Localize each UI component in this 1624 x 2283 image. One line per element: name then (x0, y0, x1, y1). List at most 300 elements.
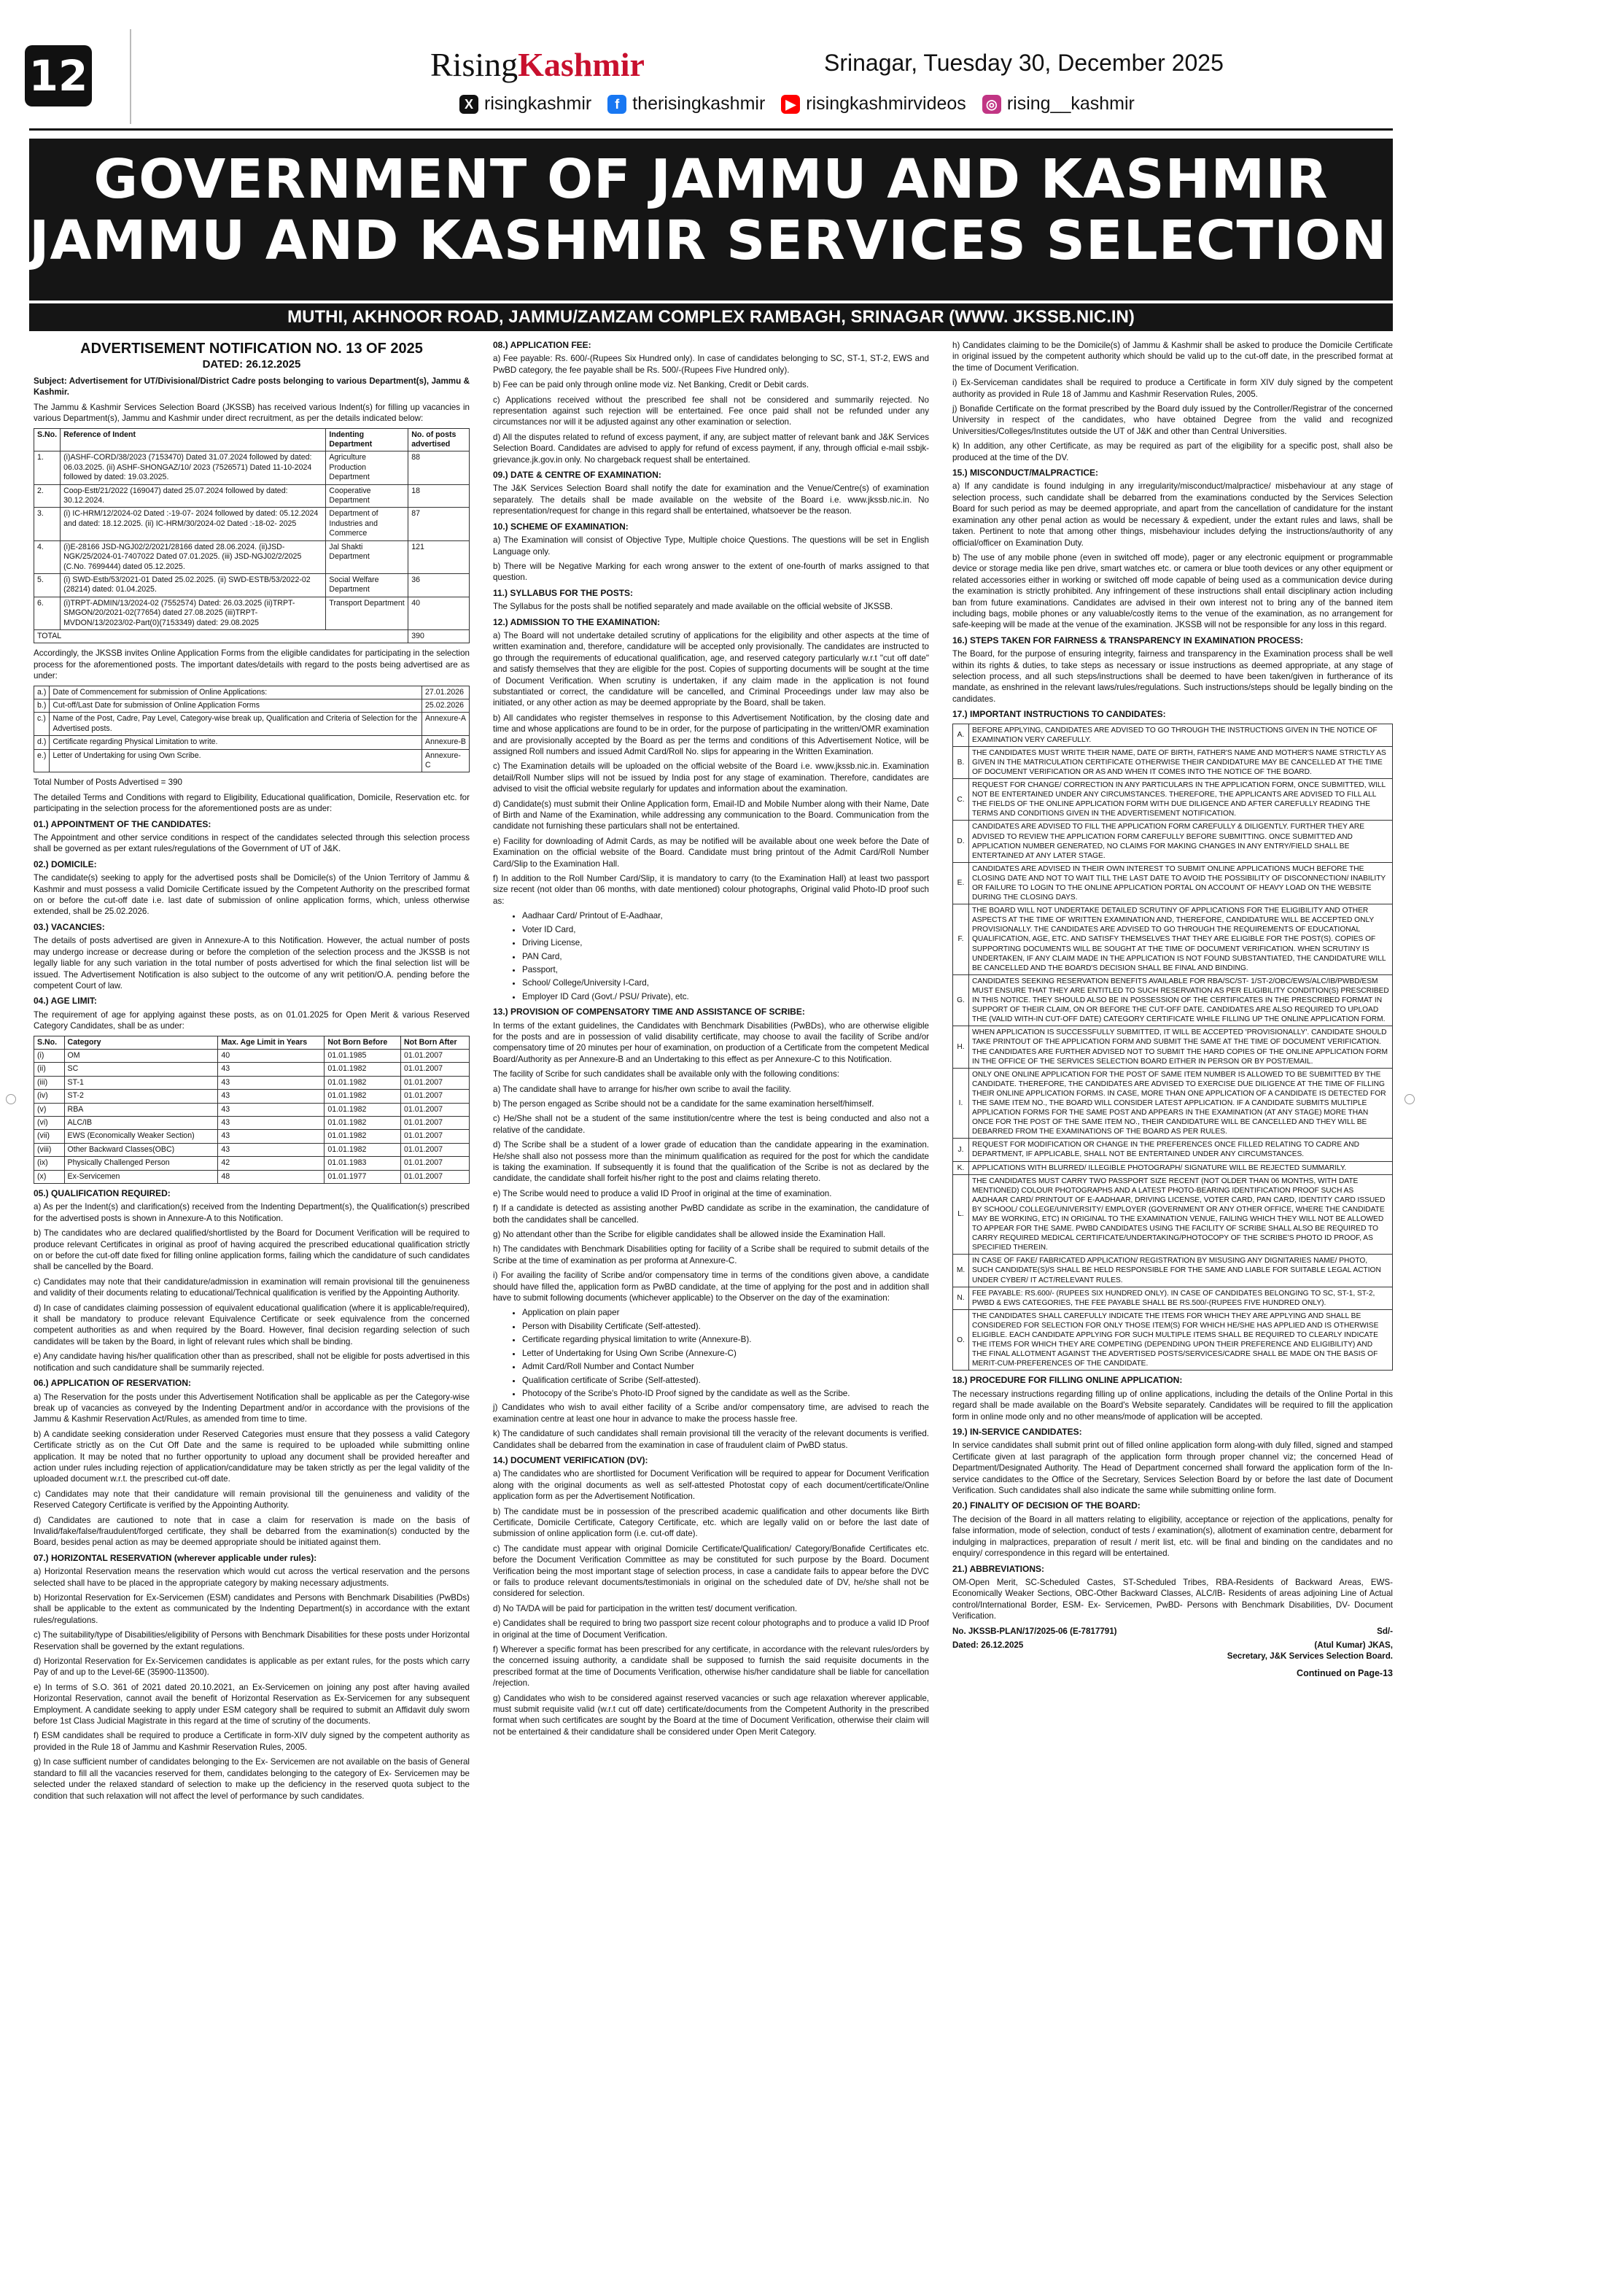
dates-table (34, 686, 470, 773)
section-heading: 06.) APPLICATION OF RESERVATION: (34, 1378, 192, 1389)
paragraph: k) In addition, any other Certificate, as may be required as part of the eligibility for a specific post, shall also be produced at the time of the DV. (952, 441, 1393, 462)
table-cell: (x) (34, 1170, 65, 1183)
paragraph: b) The use of any mobile phone (even in switched off mode), pager or any electronic equipment or programmable device or storage media like pen drive, smart watches etc. or camera or blue tooth devices or any other equipment or related accessories either in working or switched off mode capable of being used as a communication device during the examination is strictly prohibited. Any infringement of these instructions shall entail disciplinary action including ban from future examinations. Candidates are advised in their own interest not to bring any of the banned item including bags, mobile phones or any valuable/costly items to the venue of the examination, as no arrangement for safe-keeping will be made at the venue of the examination. JKSSB will not be responsible for any loss in this regard. (952, 552, 1393, 630)
table-row (34, 597, 470, 629)
id-proof-list (522, 910, 929, 1002)
list-item: • Photocopy of the Scribe's Photo-ID Proof signed by the candidate as well as the Scribe. (522, 1388, 929, 1399)
table-row (34, 508, 470, 540)
instruction-row (953, 1026, 1393, 1068)
paragraph: c) He/She shall not be a student of the same institution/centre where the test is being conducted and also not a relative of the candidate. (493, 1114, 929, 1135)
social-link (607, 93, 765, 115)
paragraph: b) Fee can be paid only through online mode viz. Net Banking, Credit or Debit cards. (493, 380, 809, 390)
table-cell: (ix) (34, 1157, 65, 1170)
table-cell: c.) (34, 713, 50, 736)
paragraph: c) The Examination details will be uploaded on the official website of the Board i.e. www.jkssb.nic.in. Examination detail/Roll Number slips will not be issued by India post for any stage of examination. Therefore, candidates are advised to visit the official website regularly for updates and information about the examination. (493, 761, 929, 794)
table-cell: 01.01.2007 (401, 1157, 470, 1170)
table-cell: (v) (34, 1103, 65, 1116)
paragraph: a) The Reservation for the posts under this Advertisement Notification shall be applicable as per the Category-wise break up of vacancies as conveyed by the Indenting Department and/or in accordance with the provisions of the Jammu & Kashmir Reservation Act/Rules, as amended from time to time. (34, 1392, 470, 1425)
paragraph: d) Horizontal Reservation for Ex-Servicemen candidates is applicable as per extant rules, for the posts which carry Pay of and up to the Level-6E (35900-113500). (34, 1656, 470, 1678)
list-item: • Application on plain paper (522, 1307, 929, 1318)
table-row (34, 540, 470, 573)
table-cell: a.) (34, 686, 50, 699)
age-limit-table (34, 1036, 470, 1184)
column-1 (34, 340, 470, 1805)
table-cell: Department of Industries and Commerce (326, 508, 408, 540)
table-cell: (vi) (34, 1116, 65, 1129)
instruction-letter: D. (953, 821, 969, 862)
table-cell: (iii) (34, 1076, 65, 1089)
instruction-row (953, 724, 1393, 746)
table-cell: 43 (218, 1116, 325, 1129)
table-row (34, 713, 470, 736)
instructions-table (952, 724, 1393, 1371)
table-cell: 87 (408, 508, 470, 540)
paragraph: OM-Open Merit, SC-Scheduled Castes, ST-Scheduled Tribes, RBA-Residents of Backward Areas, EWS-Economically Weaker Sections, OBC-Other Backward Classes, ALC/IB- Residents of areas adjoining Line of Actual control/International Border, ESM- Ex- Servicemen, PwBD- Persons with Benchmark Disabilities, DV- Document Verification. (952, 1577, 1393, 1621)
paragraph: The Syllabus for the posts shall be notified separately and made available on the official website of JKSSB. (493, 602, 893, 612)
table-cell: (i)E-28166 JSD-NGJ02/2/2021/28166 dated 28.06.2024. (ii)JSD-NGK/25/2024-01-7407022 Dated 07.01.2025. (iii) JSD-NGJ02/2/2025 (C.No. 7699444) dated 05.12.2025. (61, 540, 326, 573)
instruction-text: REQUEST FOR CHANGE/ CORRECTION IN ANY PARTICULARS IN THE APPLICATION FORM, ONCE SUBMITTED, WILL NOT BE ENTERTAINED UNDER ANY CIRCUMSTANCES. THEREFORE, THE APPLICANTS ARE ADVISED TO FILL ALL THE FIELDS OF THE ONLINE APPLICATION FORM WITH DUE DILIGENCE AND AFTER CAREFULLY READING THE TERMS AND CONDITIONS GIVEN IN THE ADVERTISEMENT NOTIFICATION. (969, 779, 1393, 821)
table-cell: d.) (34, 736, 50, 749)
table-cell: 01.01.2007 (401, 1063, 470, 1076)
table-cell: 01.01.2007 (401, 1170, 470, 1183)
table-cell: 01.01.1983 (325, 1157, 401, 1170)
table-cell: (viii) (34, 1143, 65, 1156)
table-cell: 01.01.1982 (325, 1103, 401, 1116)
instruction-letter: J. (953, 1139, 969, 1161)
column-header: S.No. (34, 1036, 65, 1049)
section-heading: 05.) QUALIFICATION REQUIRED: (34, 1188, 171, 1198)
instruction-text: THE CANDIDATES SHALL CAREFULLY INDICATE THE ITEMS FOR WHICH THEY ARE APPLYING AND SHALL BE CONSIDERED FOR SELECTION FOR ONLY THOSE ITEM(S) FOR WHICH HE/SHE HAS APPLIED AND IS OTHERWISE ELIGIBLE. EACH CANDIDATE APPLYING FOR SUCH MULTIPLE ITEMS SHALL BE REQUIRED TO CLEARLY INDICATE THE ITEMS FOR WHICH THEY ARE COMPETING (DEPENDING UPON THEIR PREFERENCE AND ELIGIBILITY) AND THE FINAL ALLOTMENT AGAINST THE ADVERTISED POSTS/SERVICES/CADRE SHALL BE MADE ON THE BASIS OF MERIT-CUM-PREFERENCES OF THE CANDIDATE. (969, 1309, 1393, 1371)
paragraph: f) If a candidate is detected as assisting another PwBD candidate as scribe in the examination, the candidature of both the candidates shall be cancelled. (493, 1203, 929, 1225)
instruction-letter: N. (953, 1287, 969, 1309)
table-cell: Cut-off/Last Date for submission of Online Application Forms (50, 699, 422, 712)
table-cell: ST-2 (64, 1090, 218, 1103)
signer-designation: Secretary, J&K Services Selection Board. (1227, 1651, 1393, 1662)
table-cell: (iv) (34, 1090, 65, 1103)
section-heading: 02.) DOMICILE: (34, 858, 97, 869)
paragraph: e) The Scribe would need to produce a valid ID Proof in original at the time of examination. (493, 1188, 832, 1198)
table-cell: 01.01.2007 (401, 1143, 470, 1156)
column-2 (493, 340, 929, 1741)
table-cell: 48 (218, 1170, 325, 1183)
social-handle: risingkashmir (484, 93, 592, 114)
table-cell: (i)TRPT-ADMIN/13/2024-02 (7552574) Dated: 26.03.2025 (ii)TRPT-SMGON/20/2021-02(77654) dated 27.08.2025 (iii)TRPT-MVDON/13/2023/02-Part(0)(7153349) dated: 29.08.2025 (61, 597, 326, 629)
table-cell: 01.01.1982 (325, 1076, 401, 1089)
table-cell: Annexure-A (422, 713, 470, 736)
instruction-row (953, 1068, 1393, 1139)
table-row (34, 1130, 470, 1143)
paragraph: d) Candidate(s) must submit their Online Application form, Email-ID and Mobile Number along with their Name, Date of Birth and Name of the Examination, while addressing any communication to the Board. Communication from the candidate not furnishing these particulars shall not be entertained. (493, 799, 929, 832)
section-heading: 10.) SCHEME OF EXAMINATION: (493, 521, 629, 532)
table-cell: Certificate regarding Physical Limitation to write. (50, 736, 422, 749)
table-cell: 01.01.2007 (401, 1049, 470, 1062)
table-cell: b.) (34, 699, 50, 712)
paragraph: a) If any candidate is found indulging in any irregularity/misconduct/malpractice/ misbehaviour at any stage of selection process, such candidate shall be debarred from the examinations conducted by the Services Selection Board for such period as may be deemed appropriate, and apart from the cancellation of candidature for the instant examination any other penal action as would be necessary & expedient, under the extant rules and laws, shall be taken. Pertinent to note that among other things, misbehaviour includes defying the instructions/authority of any official/officer on Examination Duty. (952, 481, 1393, 548)
instruction-letter: G. (953, 974, 969, 1026)
table-cell: 18 (408, 484, 470, 508)
social-link (982, 93, 1135, 115)
x-icon: X (459, 95, 478, 114)
table-header (34, 1036, 470, 1049)
section-heading: 01.) APPOINTMENT OF THE CANDIDATES: (34, 818, 211, 829)
signature-date: Dated: 26.12.2025 (952, 1640, 1024, 1650)
table-cell: 2. (34, 484, 61, 508)
advertisement-banner (29, 139, 1624, 301)
table-row (34, 1063, 470, 1076)
table-cell: RBA (64, 1103, 218, 1116)
section-heading: 18.) PROCEDURE FOR FILLING ONLINE APPLICATION: (952, 1375, 1183, 1386)
table-cell: 43 (218, 1130, 325, 1143)
paragraph: The details of posts advertised are given in Annexure-A to this Notification. However, the actual number of posts may undergo increase or decrease during or before the completion of the selection process and the JKSSB is not legally liable for any such variation in the total number of posts advertised for which the final selection list will be issued. The Advertisement Notification is also subject to the outcome of any writ petition/O.A. pending before the competent Court of law. (34, 936, 470, 991)
table-cell: 42 (218, 1157, 325, 1170)
paragraph: In terms of the extant guidelines, the Candidates with Benchmark Disabilities (PwBDs), who are otherwise eligible for the posts and are in possession of valid disability certificate, may choose to avail the facility of Scribe and/or compensatory time of 20 minutes per hour of examination, on production of a Certificate from the competent Medical Board/Authority as per Annexure-B and an Undertaking to this effect as per Annexure-C to this Notification. (493, 1020, 929, 1064)
table-cell: Coop-Estt/21/2022 (169047) dated 25.07.2024 followed by dated: 30.12.2024. (61, 484, 326, 508)
table-cell: SC (64, 1063, 218, 1076)
registration-mark-icon (1405, 1094, 1415, 1104)
table-cell: Agriculture Production Department (326, 451, 408, 484)
list-item: • Admit Card/Roll Number and Contact Number (522, 1361, 929, 1372)
banner-title-line2: JAMMU AND KASHMIR SERVICES SELECTION BOARD (29, 209, 1624, 272)
social-link (781, 93, 966, 115)
table-cell: EWS (Economically Weaker Section) (64, 1130, 218, 1143)
table-cell: (ii) (34, 1063, 65, 1076)
social-links (459, 93, 1135, 115)
table-cell: 01.01.1982 (325, 1143, 401, 1156)
table-cell: 43 (218, 1076, 325, 1089)
divider (130, 29, 131, 124)
table-row (34, 1076, 470, 1089)
column-header: Category (64, 1036, 218, 1049)
section-heading: 21.) ABBREVIATIONS: (952, 1563, 1045, 1574)
table-cell: (i) (34, 1049, 65, 1062)
list-item: • Letter of Undertaking for Using Own Scribe (Annexure-C) (522, 1348, 929, 1359)
banner-address: MUTHI, AKHNOOR ROAD, JAMMU/ZAMZAM COMPLEX RAMBAGH, SRINAGAR (WWW. JKSSB.NIC.IN) (29, 303, 1393, 331)
paragraph: i) For availing the facility of Scribe and/or compensatory time in terms of the conditions given above, a candidate should have filled the, application form as PwBD candidate, at the time of applying for the post and in addition shall have to submit following documents (whichever applicable) to the Observer on the day of the examination: (493, 1271, 929, 1303)
divider (29, 128, 1393, 131)
section-heading: 09.) DATE & CENTRE OF EXAMINATION: (493, 470, 661, 481)
paragraph: The Board, for the purpose of ensuring integrity, fairness and transparency in the Examination process shall be well within its rights & duties, to take steps as necessary or issue instructions as deemed appropriate, at any stage of selection process, and all such steps/instructions shall be deemed to have been taken/given in furtherance of its mandate, as enshrined in the relevant laws/rules/regulations. Such instructions/steps should be legally binding on the candidates. (952, 649, 1393, 704)
list-item: • Aadhaar Card/ Printout of E-Aadhaar, (522, 910, 929, 921)
intro-paragraph: The Jammu & Kashmir Services Selection Board (JKSSB) has received various Indent(s) for filling up vacancies in various Department(s), Jammu and Kashmir under direct recruitment, as per the details indicated below: (34, 402, 470, 424)
paragraph: d) In case of candidates claiming possession of equivalent educational qualification (where it is applicable/required), it shall be mandatory to produce relevant Equivalence Certificate or seek equivalence from the concerned competent authorities as and when required by the Board. However, final decision regarding selection of such candidates will be taken by the Board, in light of relevant rules which shall be binding. (34, 1303, 470, 1346)
table-cell: 3. (34, 508, 61, 540)
banner-title-line1: GOVERNMENT OF JAMMU AND KASHMIR (93, 148, 1329, 211)
table-row (34, 1157, 470, 1170)
instruction-letter: I. (953, 1068, 969, 1139)
instruction-row (953, 779, 1393, 821)
instruction-text: THE CANDIDATES MUST WRITE THEIR NAME, DATE OF BIRTH, FATHER'S NAME AND MOTHER'S NAME STRICTLY AS GIVEN IN THE MATRICULATION CERTIFICATE OTHERWISE THEIR CANDIDATURE MAY BE CANCELLED AT THE TIME OF DOCUMENT VERIFICATION OR AS AND WHEN IT COMES INTO THE NOTICE OF THE BOARD. (969, 746, 1393, 778)
table-row (34, 451, 470, 484)
instruction-text: IN CASE OF FAKE/ FABRICATED APPLICATION/ REGISTRATION BY MISUSING ANY DIGNITARIES NAME/ PHOTO, SUCH CANDIDATE(S)/S SHALL BE HELD RESPONSIBLE FOR THE SAME AND LIABLE FOR SUITABLE LEGAL ACTION UNDER CYBER/ IT ACT/RELEVANT RULES. (969, 1255, 1393, 1287)
paragraph: i) Ex-Serviceman candidates shall be required to produce a Certificate in form XIV duly signed by the competent authority as provided in Rule 18 of Jammu and Kashmir Reservation Rules, 2005. (952, 378, 1393, 399)
instruction-row (953, 1139, 1393, 1161)
instruction-row (953, 904, 1393, 975)
table-cell: Cooperative Department (326, 484, 408, 508)
section-heading: 14.) DOCUMENT VERIFICATION (DV): (493, 1454, 648, 1465)
section-heading: 12.) ADMISSION TO THE EXAMINATION: (493, 616, 661, 627)
paragraph: e) Any candidate having his/her qualification other than as prescribed, shall not be eligible for posts advertised in this notification and such candidature shall be summarily rejected. (34, 1352, 470, 1373)
dateline: Srinagar, Tuesday 30, December 2025 (824, 50, 1224, 76)
table-cell: Jal Shakti Department (326, 540, 408, 573)
table-row (34, 1103, 470, 1116)
table-cell: 5. (34, 573, 61, 597)
table-cell: ST-1 (64, 1076, 218, 1089)
instruction-letter: C. (953, 779, 969, 821)
total-posts: Total Number of Posts Advertised = 390 (34, 778, 182, 788)
table-cell: 4. (34, 540, 61, 573)
facebook-icon: f (607, 95, 626, 114)
table-row (34, 1143, 470, 1156)
paragraph: c) Candidates may note that their candidature will remain provisional till the genuineness and validity of the Reserved Category Certificate is verified by the Appointing Authority. (34, 1489, 470, 1511)
paragraph: c) The candidate must appear with original Domicile Certificate/Qualification/ Category/Bonafide Certificates etc. before the Document Verification Committee as may be constituted for such purpose by the Board. Document Verification being the most important stage of selection process, in case a candidate fails to appear before the DVC or fails to produce relevant documents/testimonials in original on the scheduled date of DV, he/she shall not be considered for selection. (493, 1543, 929, 1599)
table-row (34, 1116, 470, 1129)
section-heading: 13.) PROVISION OF COMPENSATORY TIME AND ASSISTANCE OF SCRIBE: (493, 1007, 805, 1018)
instruction-text: THE CANDIDATES MUST CARRY TWO PASSPORT SIZE RECENT (NOT OLDER THAN 06 MONTHS, WITH DATE MENTIONED) COLOUR PHOTOGRAPHS AND A LATEST PHOTO-BEARING IDENTIFICATION PROOF SUCH AS AADHAAR CARD/ PRINTOUT OF E-AADHAAR, DRIVING LICENSE, VOTER CARD, PAN CARD, IDENTITY CARD ISSUED BY SCHOOL/ COLLEGE/UNIVERSITY/ EMPLOYER (GOVERNMENT OR ANY OTHER OFFICE, WHERE THE CANDIDATE MAY BE WORKING, ETC) IN ORIGINAL TO THE EXAMINATION VENUE, FAILING WHICH THEY WILL NOT BE ALLOWED TO APPEAR FOR THE SAME. PWBD CANDIDATES USING THE FACILITY OF SCRIBE SHALL ALSO BE REQUIRED TO CARRY REQUIRED MEDICAL CERTIFICATE/UNDERTAKING/PHOTOCOPY OF THE SCRIBE'S PHOTO ID PROOF, AS SPECIFIED THEREIN. (969, 1174, 1393, 1255)
table-cell: 01.01.2007 (401, 1090, 470, 1103)
paragraph: a) The Board will not undertake detailed scrutiny of applications for the eligibility and other aspects at the time of written examination and, therefore, candidature will be accepted only provisionally. The candidates are instructed to go through the requirements of educational qualification, age, and reserved category particularly w.r.t "cut off date" and satisfy themselves that they are eligible for the post. Copies of supporting documents will be sought at the time of Document Verification. When scrutiny is undertaken, if any claim made in the application is not found substantiated or correct, the candidature will be cancelled, and Criminal Proceedings under law may also be initiated, or any other action as may be deemed appropriate by the Board, shall be taken. (493, 630, 929, 708)
table-cell: Ex-Servicemen (64, 1170, 218, 1183)
paragraph: j) Bonafide Certificate on the format prescribed by the Board duly issued by the Controller/Registrar of the concerned University in respect of the candidates, who have obtained Degree from the valid and recognized Universities/Colleges/Institutes outside the UT of J&K and other than Central Universities. (952, 404, 1393, 436)
table-cell: 01.01.1982 (325, 1090, 401, 1103)
table-cell: 01.01.2007 (401, 1076, 470, 1089)
list-item: • Passport, (522, 964, 929, 975)
paragraph: The decision of the Board in all matters relating to eligibility, acceptance or rejection of the applications, penalty for false information, mode of selection, conduct of tests / examination(s), allotment of examination centre, debarment for indulging in malpractices, preparation of result / merit list, etc. will be final and binding on the candidates and no enquiry/ correspondence in this regard will be entertained. (952, 1514, 1393, 1559)
paragraph: a) The Examination will consist of Objective Type, Multiple choice Questions. The questions will be set in English Language only. (493, 535, 929, 557)
instruction-letter: M. (953, 1255, 969, 1287)
paragraph: In service candidates shall submit print out of filled online application form along-with duly filled, signed and stamped Certificate given at last paragraph of the application form through proper channel viz; the concerned Head of Department/Designated Authority. The Head of Department concerned shall forward the application form of the In-service candidates to the Office of the Secretary, Services Selection Board by or before the last date of Document Verification. Such candidates shall also indicate the same while submitting online form. (952, 1441, 1393, 1496)
paragraph: d) The Scribe shall be a student of a lower grade of education than the candidate appearing in the examination. He/she shall also not possess more than the minimum qualification as required for the post for which the candidate is taking the examination. If subsequently it is found that the qualification of the Scribe is not as declared by the candidate, the candidate shall forfeit his/her right to the post and claims relating thereto. (493, 1140, 929, 1184)
paragraph: d) No TA/DA will be paid for participation in the written test/ document verification. (493, 1603, 798, 1613)
table-cell: Annexure-B (422, 736, 470, 749)
registration-mark-icon (6, 1094, 16, 1104)
paragraph: b) A candidate seeking consideration under Reserved Categories must ensure that they possess a valid Category Certificate strictly as on the Cut Off Date and the same is required to be uploaded while submitting online application. It may be noted that no further opportunity to upload any document shall be provided hereafter and action under rules including rejection of application/candidature may be taken strictly as per the legal validity of the uploaded document w.r.t. the prescribed cut-off date. (34, 1429, 470, 1484)
table-cell: 43 (218, 1063, 325, 1076)
table-cell: (i)ASHF-CORD/38/2023 (7153470) Dated 31.07.2024 followed by dated: 06.03.2025. (ii) ASHF-SHONGAZ/10/ 2023 (7526571) Dated 11-10-2024 followed by dated: 19.03.2025. (61, 451, 326, 484)
signer-name: (Atul Kumar) JKAS, (1314, 1640, 1393, 1650)
table-cell: 01.01.1977 (325, 1170, 401, 1183)
list-item: • School/ College/University I-Card, (522, 977, 929, 988)
instruction-row (953, 1174, 1393, 1255)
table-cell: (i) IC-HRM/12/2024-02 Dated :-19-07- 2024 followed by dated: 05.12.2024 and dated: 18.12.2025. (ii) IC-HRM/30/2024-02 Dated :-18-02- 2025 (61, 508, 326, 540)
table-cell: 43 (218, 1090, 325, 1103)
list-item: • Qualification certificate of Scribe (Self-attested). (522, 1375, 929, 1386)
table-cell: 36 (408, 573, 470, 597)
signed-mark: Sd/- (1377, 1626, 1393, 1636)
table-row (34, 1170, 470, 1183)
column-header: Indenting Department (326, 428, 408, 451)
paragraph: f) ESM candidates shall be required to produce a Certificate in form-XIV duly signed by the competent authority as provided in the Rule 18 of Jammu and Kashmir Reservation Rules, 2005. (34, 1731, 470, 1752)
scribe-documents-list (522, 1307, 929, 1399)
social-handle: risingkashmirvideos (806, 93, 966, 114)
table-cell: Name of the Post, Cadre, Pay Level, Category-wise break up, Qualification and Criteria of Selection for the Advertised posts. (50, 713, 422, 736)
section-heading: 03.) VACANCIES: (34, 921, 105, 932)
instruction-letter: O. (953, 1309, 969, 1371)
instruction-letter: K. (953, 1161, 969, 1174)
paragraph: f) In addition to the Roll Number Card/Slip, it is mandatory to carry (to the Examination Hall) at least two passport size recent (not older than 06 months, with date mentioned) colour photographs, Original valid Photo-ID proof such as: (493, 874, 929, 906)
section-heading: 15.) MISCONDUCT/MALPRACTICE: (952, 468, 1098, 478)
instruction-text: CANDIDATES ARE ADVISED TO FILL THE APPLICATION FORM CAREFULLY & DILIGENTLY. FURTHER THEY ARE ADVISED TO REVIEW THE APPLICATION FORM CAREFULLY BEFORE SUBMITTING. ONCE SUBMITTED AND APPLICATION NUMBER GENERATED, NO CLAIMS FOR MAKING CHANGES IN ANY ENTRY/FIELD SHALL BE ENTERTAINED AT ANY LATER STAGE. (969, 821, 1393, 862)
paragraph: The requirement of age for applying against these posts, as on 01.01.2025 for Open Merit & various Reserved Category Candidates, shall be as under: (34, 1009, 470, 1031)
instruction-text: REQUEST FOR MODIFICATION OR CHANGE IN THE PREFERENCES ONCE FILLED RELATING TO CADRE AND DEPARTMENT, IF APPLICABLE, SHALL NOT BE ENTERTAINED UNDER ANY CIRCUMSTANCES. (969, 1139, 1393, 1161)
paragraph: f) Wherever a specific format has been prescribed for any certificate, in accordance with the relevant rules/orders by the concerned issuing authority, a candidate shall be supposed to furnish the said requisite documents in the prescribed format at the time of Documents Verification, otherwise his/her candidature shall be liable for cancellation /rejection. (493, 1645, 929, 1689)
paragraph: b) Horizontal Reservation for Ex-Servicemen (ESM) candidates and Persons with Benchmark Disabilities (PwBDs) shall be applicable to the extent as communicated by the Indenting Department(s) in accordance with the extant rules/regulations. (34, 1593, 470, 1625)
continued-note: Continued on Page-13 (1297, 1667, 1393, 1678)
instruction-letter: F. (953, 904, 969, 975)
table-cell: 27.01.2026 (422, 686, 470, 699)
instruction-text: THE BOARD WILL NOT UNDERTAKE DETAILED SCRUTINY OF APPLICATIONS FOR THE ELIGIBILITY AND OTHER ASPECTS AT THE TIME OF WRITTEN EXAMINATION AND, THEREFORE, CANDIDATURE WILL BE ACCEPTED ONLY PROVISIONALLY. THE CANDIDATES ARE ADVISED TO GO THROUGH THE REQUIREMENTS OF EDUCATIONAL QUALIFICATION, AGE, ETC. AND SATISFY THEMSELVES THAT THEY ARE ELIGIBLE FOR THE POST(S). COPIES OF SUPPORTING DOCUMENTS WILL BE SOUGHT AT THE TIME OF DOCUMENT VERIFICATION. WHEN SCRUTINY IS UNDERTAKEN, IF ANY CLAIM MADE IN THE APPLICATION IS NOT FOUND SUBSTANTIATED, THE CANDIDATURE WILL BE CANCELLED AND THE BOARD'S DECISION SHALL BE FINAL AND BINDING. (969, 904, 1393, 975)
paragraph: a) The candidate shall have to arrange for his/her own scribe to avail the facility. (493, 1084, 791, 1094)
table-cell: 01.01.2007 (401, 1116, 470, 1129)
paragraph: The candidate(s) seeking to apply for the advertised posts shall be Domicile(s) of the Union Territory of Jammu & Kashmir and must possess a valid Domicile Certificate issued by the Competent Authority on the prescribed format on or before the cut-off date i.e. last date of submission of online application forms, which, unless otherwise extended, shall be 25.02.2026. (34, 873, 470, 917)
instruction-row (953, 1255, 1393, 1287)
table-cell: 01.01.1982 (325, 1063, 401, 1076)
paragraph: a) The candidates who are shortlisted for Document Verification will be required to appear for Document Verification along with the original documents as well as self-attested Photostat copy of each document/certificate/Online application form as per the Advertisement Notification. (493, 1469, 929, 1502)
section-heading: 16.) STEPS TAKEN FOR FAIRNESS & TRANSPARENCY IN EXAMINATION PROCESS: (952, 635, 1304, 646)
column-header: No. of posts advertised (408, 428, 470, 451)
table-cell: 43 (218, 1143, 325, 1156)
instruction-row (953, 821, 1393, 862)
paragraph: a) As per the Indent(s) and clarification(s) received from the Indenting Department(s), the Qualification(s) prescribed for the advertised posts is shown in Annexure-A to this Notification. (34, 1202, 470, 1223)
paragraph: The J&K Services Selection Board shall notify the date for examination and the Venue/Centre(s) of examination separately. The details shall be made available on the website of the Board i.e. www.jkssb.nic.in. No representation/request for change in this regard shall be entertained, whatsoever be the reason. (493, 484, 929, 516)
paragraph: b) The candidates who are declared qualified/shortlisted by the Board for Document Verification will be required to produce relevant Certificates in original as proof of having acquired the prescribed educational qualification strictly on or before the cut-off date fixed for filling online application forms, failing which the candidature of such candidates shall be cancelled by the Board. (34, 1228, 470, 1272)
instruction-letter: A. (953, 724, 969, 746)
table-total-row (34, 629, 470, 643)
table-cell: Transport Department (326, 597, 408, 629)
table-cell: 01.01.1985 (325, 1049, 401, 1062)
table-row (34, 484, 470, 508)
instruction-text: CANDIDATES SEEKING RESERVATION BENEFITS AVAILABLE FOR RBA/SC/ST- 1/ST-2/OBC/EWS/ALC/IB/PWBD/ESM MUST ENSURE THAT THEY ARE ENTITLED TO SUCH RESERVATION AS PER ELIGIBILITY CONDITION(S) PRESCRIBED IN THIS NOTICE. THEY SHOULD ALSO BE IN POSSESSION OF THE CERTIFICATES IN THE PRESCRIBED FORMAT IN SUPPORT OF THEIR CLAIM, ON OR BEFORE THE CUT-OFF DATE. CANDIDATES ARE ALSO REQUIRED TO UPLOAD THE (VALID WITH-IN CUT-OFF DATE) CATEGORY CERTIFICATE WHILE FILLING UP THE ONLINE APPLICATION FORM. (969, 974, 1393, 1026)
paragraph: b) The candidate must be in possession of the prescribed academic qualification and other documents like Birth Certificate, Domicile Certificate, Category Certificate, etc. which are legally valid on or before the last date of submission of online application form (i.e. cut-off date). (493, 1506, 929, 1539)
social-handle: therisingkashmir (632, 93, 766, 114)
table-cell: Social Welfare Department (326, 573, 408, 597)
table-cell: TOTAL (34, 629, 408, 643)
table-row (34, 686, 470, 699)
table-cell: Letter of Undertaking for using Own Scribe. (50, 749, 422, 772)
paragraph: The facility of Scribe for such candidates shall be available only with the following conditions: (493, 1069, 839, 1080)
paragraph: c) The suitability/type of Disabilities/eligibility of Persons with Benchmark Disabilities for these posts under Horizontal Reservation shall be governed by the extant regulations. (34, 1630, 470, 1651)
section-heading: 20.) FINALITY OF DECISION OF THE BOARD: (952, 1500, 1141, 1511)
table-cell: 25.02.2026 (422, 699, 470, 712)
youtube-icon: ▶ (781, 95, 800, 114)
table-row (34, 1090, 470, 1103)
paragraph: h) Candidates claiming to be the Domicile(s) of Jammu & Kashmir shall be asked to produce the Domicile Certificate in original issued by the competent authority which should be valid up to the cut-off date, in the prescribed format at the time of Document Verification. (952, 341, 1393, 373)
instruction-text: BEFORE APPLYING, CANDIDATES ARE ADVISED TO GO THROUGH THE INSTRUCTIONS GIVEN IN THE NOTICE OF EXAMINATION VERY CAREFULLY. (969, 724, 1393, 746)
table-cell: (vii) (34, 1130, 65, 1143)
list-item: • Person with Disability Certificate (Self-attested). (522, 1321, 929, 1332)
paragraph: g) No attendant other than the Scribe for eligible candidates shall be allowed inside the Examination Hall. (493, 1230, 886, 1240)
instruction-letter: L. (953, 1174, 969, 1255)
instruction-letter: E. (953, 862, 969, 904)
column-header: Not Born After (401, 1036, 470, 1049)
paragraph: a) Horizontal Reservation means the reservation which would cut across the vertical reservation and the persons selected shall have to be placed in the appropriate category by making necessary adjustments. (34, 1567, 470, 1588)
paragraph: The Appointment and other service conditions in respect of the candidates selected through this selection process shall be governed as per extant rules/regulations of the Government of UT of J&K. (34, 833, 470, 854)
paragraph: b) The person engaged as Scribe should not be a candidate for the same examination herself/himself. (493, 1098, 874, 1109)
table-cell: e.) (34, 749, 50, 772)
table-row (34, 573, 470, 597)
list-item: • Employer ID Card (Govt./ PSU/ Private), etc. (522, 991, 929, 1002)
table-cell: OM (64, 1049, 218, 1062)
newspaper-logo: RisingKashmir (430, 46, 645, 83)
instruction-text: ONLY ONE ONLINE APPLICATION FOR THE POST OF SAME ITEM NUMBER IS ALLOWED TO BE SUBMITTED BY THE CANDIDATE. THEREFORE, THE CANDIDATES ARE ADVISED TO EXERCISE DUE DILIGENCE AT THE TIME OF FILLING THEIR ONLINE APPLICATION FORMS. IN CASE, MORE THAN ONE APPLICATION OF A CANDIDATE IS DETECTED FOR THE SAME ITEM NO., THE BOARD WILL CONSIDER LATEST APPLICATION. IF A CANDIDATE SUBMITS MULTIPLE APPLICATION FORMS FOR THE SAME POST AND APPEARS IN THE EXAMINATION (AT ANY STAGE) MORE THAN ONCE FOR THE POST OF THE SAME ITEM NO., THEIR CANDIDATURE WILL BE CANCELLED AND THEY WILL BE DEBARRED FROM THE EXAMINATIONS OF THE BOARD AS PER RULES. (969, 1068, 1393, 1139)
section-heading: 07.) HORIZONTAL RESERVATION (wherever applicable under rules): (34, 1552, 317, 1563)
paragraph: d) All the disputes related to refund of excess payment, if any, are subject matter of relevant bank and J&K Services Selection Board. Candidates are advised to apply for refund of excess payment, if any, through official e-mail ssbjk-grievance.jk.gov.in only. No chargeback request shall be entertained. (493, 432, 929, 465)
instruction-row (953, 746, 1393, 778)
paragraph: g) In case sufficient number of candidates belonging to the Ex- Servicemen are not available on the basis of General standard to fill all the vacancies reserved for them, candidates belonging to the category of Ex- Servicemen may be selected under the relaxed standard of selection to make up the deficiency in the reserved quota subject to the condition that such relaxation will not affect the level of performance by such candidates. (34, 1757, 470, 1801)
table-cell: 43 (218, 1103, 325, 1116)
table-cell: Annexure-C (422, 749, 470, 772)
table-row (34, 699, 470, 712)
page-number: 12 (25, 45, 92, 106)
table-cell: 121 (408, 540, 470, 573)
table-cell: ALC/IB (64, 1116, 218, 1129)
instruction-row (953, 1161, 1393, 1174)
instruction-text: FEE PAYABLE: RS.600/- (RUPEES SIX HUNDRED ONLY). IN CASE OF CANDIDATES BELONGING TO SC, ST-1, ST-2, PWBD & EWS CATEGORIES, THE FEE PAYABLE SHALL BE RS.500/-(RUPEES FIVE HUNDRED ONLY). (969, 1287, 1393, 1309)
paragraph: k) The candidature of such candidates shall remain provisional till the veracity of the relevant documents is verified. Candidates shall be debarred from the examination in case of fraudulent claim of PwBD status. (493, 1429, 929, 1450)
paragraph: e) Facility for downloading of Admit Cards, as may be notified will be available about one week before the Date of Examination on the official website of the Board. Candidate must bring printout of the Admit Card/Roll Number Card/Slip to the Examination Hall. (493, 836, 929, 869)
column-header: Max. Age Limit in Years (218, 1036, 325, 1049)
table-cell: 390 (408, 629, 470, 643)
table-cell: 01.01.2007 (401, 1103, 470, 1116)
paragraph: c) Candidates may note that their candidature/admission in examination will remain provisional till the genuineness and validity of their documents relating to educational/Technical qualification is verified by the Appointing Authority. (34, 1276, 470, 1298)
list-item: • Voter ID Card, (522, 924, 929, 935)
instruction-text: APPLICATIONS WITH BLURRED/ ILLEGIBLE PHOTOGRAPH/ SIGNATURE WILL BE REJECTED SUMMARILY. (969, 1161, 1393, 1174)
paragraph: d) Candidates are cautioned to note that in case a claim for reservation is made on the basis of Invalid/fake/false/fraudulent/forged certificate, they shall be debarred from the examination(s) conducted by the Board, besides penal action as may be deemed appropriate should be initiated against them. (34, 1515, 470, 1548)
list-item: • PAN Card, (522, 951, 929, 962)
paragraph: j) Candidates who wish to avail either facility of a Scribe and/or compensatory time, are advised to reach the examination centre at least one hour in advance to make the process hassle free. (493, 1403, 929, 1424)
social-handle: rising__kashmir (1006, 93, 1135, 114)
instagram-icon: ◎ (982, 95, 1001, 114)
table-cell: 01.01.2007 (401, 1130, 470, 1143)
subject: Subject: Advertisement for UT/Divisional/District Cadre posts belonging to various Department(s), Jammu & Kashmir. (34, 376, 470, 398)
table-cell: 1. (34, 451, 61, 484)
table-row (34, 736, 470, 749)
table-cell: 01.01.1982 (325, 1130, 401, 1143)
table-row (34, 1049, 470, 1062)
instruction-letter: H. (953, 1026, 969, 1068)
list-item: • Driving License, (522, 937, 929, 948)
section-heading: 04.) AGE LIMIT: (34, 996, 97, 1007)
section-heading: 11.) SYLLABUS FOR THE POSTS: (493, 587, 634, 598)
column-header: Reference of Indent (61, 428, 326, 451)
section-heading: 08.) APPLICATION FEE: (493, 340, 591, 350)
table-cell: 88 (408, 451, 470, 484)
column-header: S.No. (34, 428, 61, 451)
column-3 (952, 340, 1393, 1679)
table-header (34, 428, 470, 451)
social-link (459, 93, 591, 115)
reference-number: No. JKSSB-PLAN/17/2025-06 (E-7817791) (952, 1626, 1117, 1636)
notification-date: DATED: 26.12.2025 (202, 358, 301, 371)
paragraph: b) There will be Negative Marking for each wrong answer to the extent of one-fourth of marks assigned to that question. (493, 561, 929, 583)
section-heading: 19.) IN-SERVICE CANDIDATES: (952, 1427, 1082, 1438)
table-cell: 40 (218, 1049, 325, 1062)
paragraph: b) All candidates who register themselves in response to this Advertisement Notification, by the closing date and time and whose applications are found to be in order, for the purpose of participating in the written/OMR examination and are provisionally accepted by the Board as per the terms and conditions of this Advertisement Notice, will be assigned Roll numbers and issued Admit Card/Roll No. slips for appearing in the Written Examination. (493, 713, 929, 756)
table-cell: Date of Commencement for submission of Online Applications: (50, 686, 422, 699)
list-item: • Certificate regarding physical limitation to write (Annexure-B). (522, 1334, 929, 1345)
paragraph: h) The candidates with Benchmark Disabilities opting for facility of a Scribe shall be required to submit details of the Scribe at the time of examination as per proforma at Annexure-C. (493, 1244, 929, 1265)
paragraph: g) Candidates who wish to be considered against reserved vacancies or such age relaxation wherever applicable, must submit requisite valid (w.r.t cut off date) certificate/documents from the Competent Authority in the prescribed format when such certificates are sought by the Board at the time of Document Verification, otherwise their claim will not be entertained & their candidature shall be considered under Open Merit Category. (493, 1693, 929, 1737)
paragraph: The detailed Terms and Conditions with regard to Eligibility, Educational qualification, Domicile, Reservation etc. for participating in the selection process for the aforementioned posts are as under: (34, 792, 470, 814)
table-cell: 01.01.1982 (325, 1116, 401, 1129)
signature-line (952, 1626, 1393, 1637)
paragraph: e) Candidates shall be required to bring two passport size recent colour photographs and to produce a valid ID Proof in original at the time of Document Verification. (493, 1619, 929, 1640)
indent-table (34, 428, 470, 644)
paragraph: Accordingly, the JKSSB invites Online Application Forms from the eligible candidates for participating in the selection process for the aforementioned posts. The important dates/details with regard to the posts being advertised are as under: (34, 648, 470, 681)
signature-line (952, 1640, 1393, 1651)
paragraph: The necessary instructions regarding filling up of online applications, including the details of the Online Portal in this regard shall be made available on the Board's Website separately. Candidates will be required to fill the application form in online mode only and no other means/mode of application will be accepted. (952, 1389, 1393, 1422)
section-heading: 17.) IMPORTANT INSTRUCTIONS TO CANDIDATES: (952, 709, 1166, 720)
table-cell: 40 (408, 597, 470, 629)
